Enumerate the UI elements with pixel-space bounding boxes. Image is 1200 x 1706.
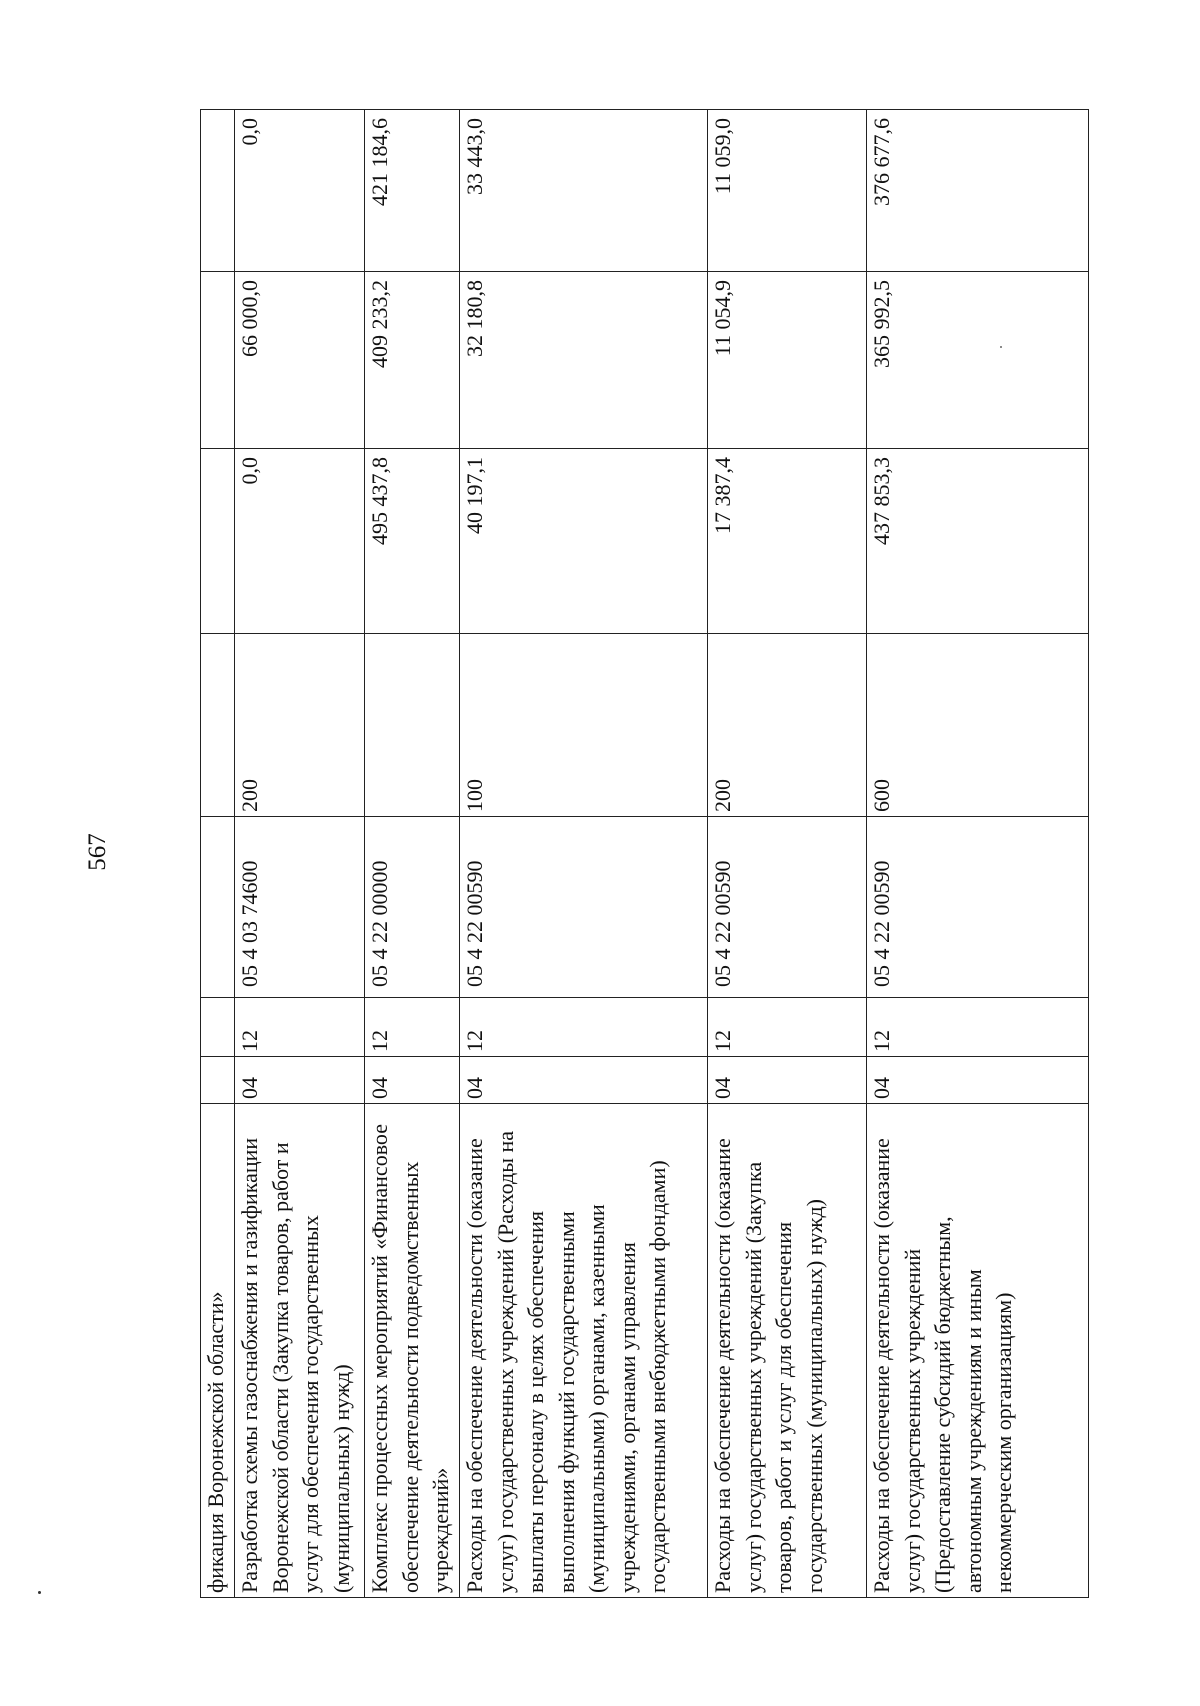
expense-type-code <box>201 634 235 817</box>
amount-3: 0,0 <box>235 110 365 272</box>
target-article-code: 05 4 22 00000 <box>365 817 460 998</box>
expense-type-code: 200 <box>235 634 365 817</box>
row-name: Комплекс процессных мероприятий «Финансовое обеспечение деятельности подведомственных учреждений» <box>365 1104 460 1598</box>
table-row <box>365 110 460 1598</box>
amount-3: 11 059,0 <box>708 110 867 272</box>
table-row <box>201 110 235 1598</box>
row-name: Расходы на обеспечение деятельности (оказание услуг) государственных учреждений (Расходы на выплаты персоналу в целях обеспечения выполнения функций государственными (муниципальными) органами, казенными учреждениями, органами управления государственными внебюджетными фондами) <box>460 1104 708 1598</box>
scan-speck <box>38 1591 41 1594</box>
row-name: Расходы на обеспечение деятельности (оказание услуг) государственных учреждений (Закупка товаров, работ и услуг для обеспечения государственных (муниципальных) нужд) <box>708 1104 867 1598</box>
subsection-code: 12 <box>708 998 867 1057</box>
row-name: фикация Воронежской области» <box>201 1104 235 1598</box>
table-row <box>460 110 708 1598</box>
expense-type-code: 200 <box>708 634 867 817</box>
subsection-code: 12 <box>235 998 365 1057</box>
target-article-code: 05 4 22 00590 <box>867 817 1089 998</box>
target-article-code: 05 4 22 00590 <box>708 817 867 998</box>
amount-1 <box>201 449 235 634</box>
subsection-code: 12 <box>365 998 460 1057</box>
amount-1: 437 853,3 <box>867 449 1089 634</box>
amount-1: 17 387,4 <box>708 449 867 634</box>
amount-2 <box>201 272 235 449</box>
section-code: 04 <box>708 1057 867 1104</box>
amount-1: 495 437,8 <box>365 449 460 634</box>
amount-3: 33 443,0 <box>460 110 708 272</box>
expense-type-code: 100 <box>460 634 708 817</box>
section-code: 04 <box>365 1057 460 1104</box>
section-code: 04 <box>867 1057 1089 1104</box>
subsection-code <box>201 998 235 1057</box>
table-row <box>708 110 867 1598</box>
section-code: 04 <box>235 1057 365 1104</box>
amount-2: 409 233,2 <box>365 272 460 449</box>
section-code: 04 <box>460 1057 708 1104</box>
target-article-code <box>201 817 235 998</box>
amount-1: 40 197,1 <box>460 449 708 634</box>
row-name: Разработка схемы газоснабжения и газификации Воронежской области (Закупка товаров, работ и услуг для обеспечения государственных (муниципальных) нужд) <box>235 1104 365 1598</box>
budget-table <box>200 109 1089 1598</box>
table-row <box>867 110 1089 1598</box>
amount-3: 376 677,6 <box>867 110 1089 272</box>
page-number: 567 <box>84 833 111 871</box>
amount-1: 0,0 <box>235 449 365 634</box>
expense-type-code: 600 <box>867 634 1089 817</box>
section-code <box>201 1057 235 1104</box>
amount-3: 421 184,6 <box>365 110 460 272</box>
amount-2: 66 000,0 <box>235 272 365 449</box>
budget-table-rotated <box>200 110 1088 1598</box>
subsection-code: 12 <box>460 998 708 1057</box>
amount-2: 365 992,5 <box>867 272 1089 449</box>
amount-2: 32 180,8 <box>460 272 708 449</box>
expense-type-code <box>365 634 460 817</box>
amount-3 <box>201 110 235 272</box>
table-row <box>235 110 365 1598</box>
subsection-code: 12 <box>867 998 1089 1057</box>
amount-2: 11 054,9 <box>708 272 867 449</box>
target-article-code: 05 4 22 00590 <box>460 817 708 998</box>
target-article-code: 05 4 03 74600 <box>235 817 365 998</box>
row-name: Расходы на обеспечение деятельности (оказание услуг) государственных учреждений (Предоставление субсидий бюджетным, автономным учреждениям и иным некоммерческим организациям) <box>867 1104 1089 1598</box>
